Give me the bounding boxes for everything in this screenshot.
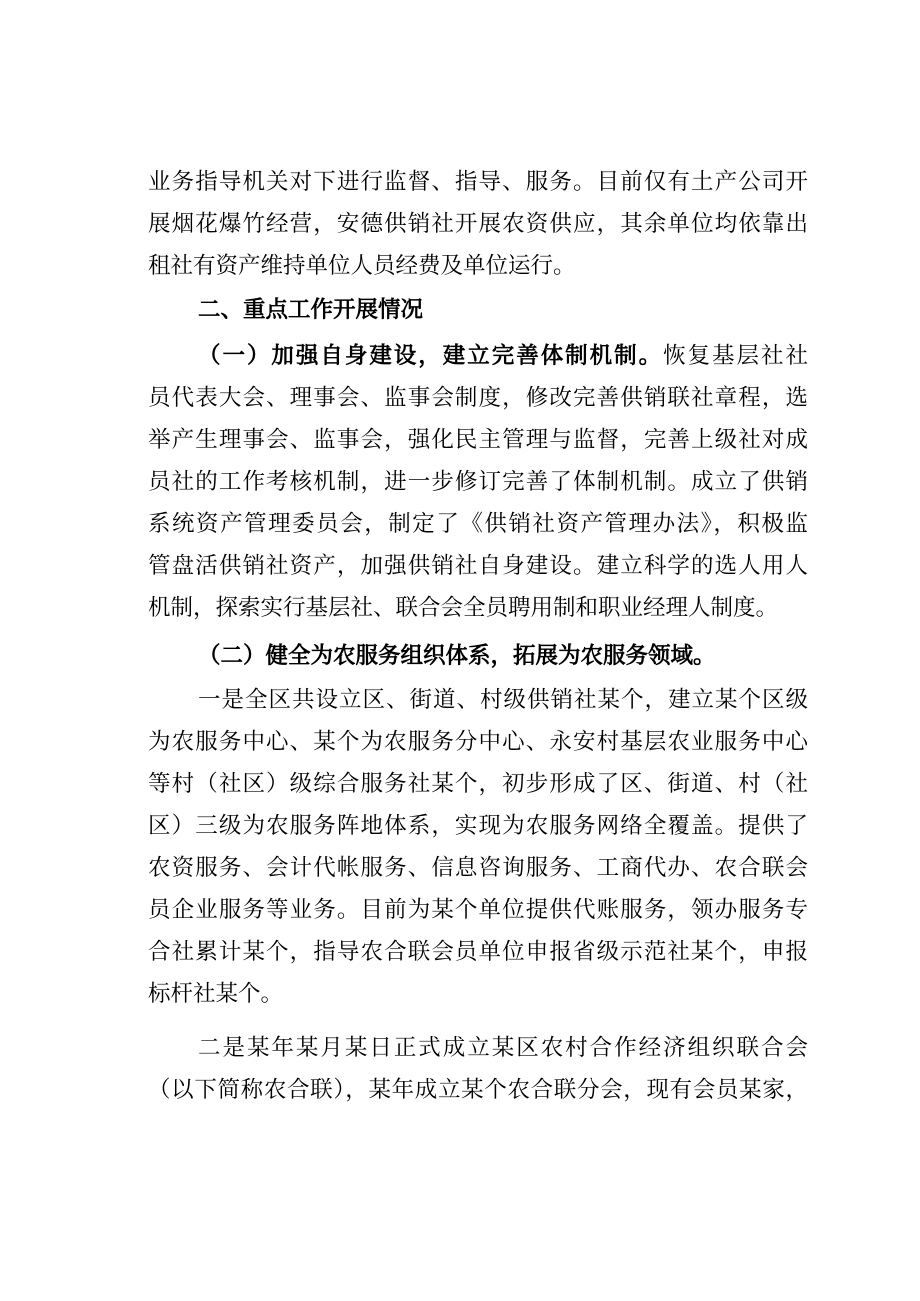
para-one-line-3: 等村（社区）级综合服务社某个，初步形成了区、街道、村（社 [148,771,808,797]
sub-one-line-3: 举产生理事会、监事会，强化民主管理与监督，完善上级社对成 [148,427,808,453]
intro-line-3: 租社有资产维持单位人员经费及单位运行。 [148,253,576,279]
section-heading: 二、重点工作开展情况 [198,297,424,323]
sub-one-heading: （一）加强自身建设，建立完善体制机制。 [198,343,664,369]
sub-one-line-5: 系统资产管理委员会，制定了《供销社资产管理办法》，积极监 [148,511,808,537]
sub-one-line-4: 员社的工作考核机制，进一步修订完善了体制机制。成立了供销 [148,469,808,495]
sub-two-heading: （二）健全为农服务组织体系，拓展为农服务领域。 [198,643,716,669]
para-one-line-8: 标杆社某个。 [148,981,284,1007]
sub-one-line-6: 管盘活供销社资产，加强供销社自身建设。建立科学的选人用人 [148,553,808,579]
para-one-first-line: 一是全区共设立区、街道、村级供销社某个，建立某个区级 [198,687,808,713]
para-one-line-6: 员企业服务等业务。目前为某个单位提供代账服务，领办服务专 [148,897,808,923]
intro-line-1: 业务指导机关对下进行监督、指导、服务。目前仅有土产公司开 [148,169,808,195]
sub-one-line-7: 机制，探索实行基层社、联合会全员聘用制和职业经理人制度。 [148,595,779,621]
para-one-line-5: 农资服务、会计代帐服务、信息咨询服务、工商代办、农合联会 [148,855,808,881]
para-one-line-2: 为农服务中心、某个为农服务分中心、永安村基层农业服务中心 [148,729,808,755]
intro-line-2: 展烟花爆竹经营，安德供销社开展农资供应，其余单位均依靠出 [148,211,808,237]
sub-one-first-line-rest: 恢复基层社社 [663,343,808,369]
para-two-first-line: 二是某年某月某日正式成立某区农村合作经济组织联合会 [198,1035,808,1061]
sub-one-line-2: 员代表大会、理事会、监事会制度，修改完善供销联社章程，选 [148,385,808,411]
para-one-line-4: 区）三级为农服务阵地体系，实现为农服务网络全覆盖。提供了 [148,813,808,839]
para-two-line-2: （以下简称农合联），某年成立某个农合联分会，现有会员某家， [148,1077,808,1103]
para-one-line-7: 合社累计某个，指导农合联会员单位申报省级示范社某个，申报 [148,939,808,965]
sub-one-first-line [198,336,808,376]
